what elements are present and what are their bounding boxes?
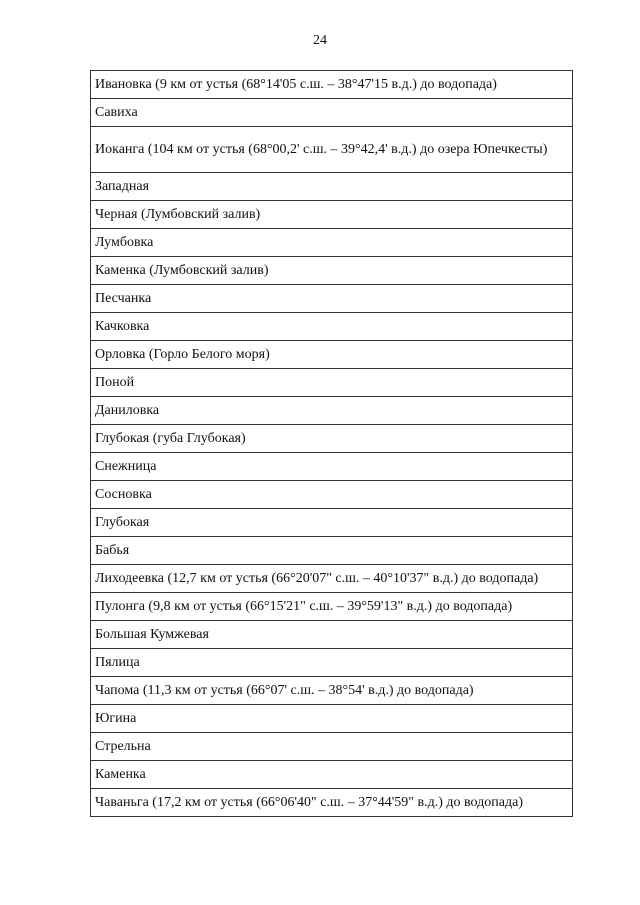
- table-row: [91, 621, 573, 649]
- river-cell: Глубокая (губа Глубокая): [91, 425, 573, 453]
- table-row: [91, 397, 573, 425]
- river-cell: Чаваньга (17,2 км от устья (66°06'40" с.ш. – 37°44'59" в.д.) до водопада): [91, 789, 573, 817]
- river-cell: Стрельна: [91, 733, 573, 761]
- river-cell: Даниловка: [91, 397, 573, 425]
- table-row: [91, 369, 573, 397]
- rivers-table: [90, 70, 573, 817]
- river-cell: Лумбовка: [91, 229, 573, 257]
- river-cell: Каменка: [91, 761, 573, 789]
- table-row: [91, 733, 573, 761]
- table-row: [91, 313, 573, 341]
- river-cell: Бабья: [91, 537, 573, 565]
- table-row: [91, 509, 573, 537]
- river-cell: Сосновка: [91, 481, 573, 509]
- table-row: [91, 677, 573, 705]
- table-row: [91, 341, 573, 369]
- table-row: [91, 229, 573, 257]
- table-row: [91, 99, 573, 127]
- table-row: [91, 425, 573, 453]
- table-row: [91, 789, 573, 817]
- page-number: 24: [313, 33, 327, 48]
- river-cell: Чапома (11,3 км от устья (66°07' с.ш. – 38°54' в.д.) до водопада): [91, 677, 573, 705]
- table-row: [91, 173, 573, 201]
- river-cell: Савиха: [91, 99, 573, 127]
- river-cell: Пялица: [91, 649, 573, 677]
- table-row: [91, 537, 573, 565]
- river-cell: Снежница: [91, 453, 573, 481]
- table-row: [91, 71, 573, 99]
- river-cell: Черная (Лумбовский залив): [91, 201, 573, 229]
- table-row: [91, 649, 573, 677]
- table-row: [91, 565, 573, 593]
- table-row: [91, 761, 573, 789]
- river-cell: Ивановка (9 км от устья (68°14'05 с.ш. – 38°47'15 в.д.) до водопада): [91, 71, 573, 99]
- river-cell: Орловка (Горло Белого моря): [91, 341, 573, 369]
- table-row: [91, 127, 573, 173]
- river-cell: Югина: [91, 705, 573, 733]
- river-cell: Лиходеевка (12,7 км от устья (66°20'07" с.ш. – 40°10'37" в.д.) до водопада): [91, 565, 573, 593]
- river-cell: Глубокая: [91, 509, 573, 537]
- river-cell: Западная: [91, 173, 573, 201]
- table-row: [91, 705, 573, 733]
- table-row: [91, 201, 573, 229]
- table-row: [91, 453, 573, 481]
- river-cell: Большая Кумжевая: [91, 621, 573, 649]
- river-cell: Иоканга (104 км от устья (68°00,2' с.ш. – 39°42,4' в.д.) до озера Юпечкесты): [91, 127, 573, 173]
- river-cell: Качковка: [91, 313, 573, 341]
- table-row: [91, 481, 573, 509]
- river-cell: Каменка (Лумбовский залив): [91, 257, 573, 285]
- river-cell: Песчанка: [91, 285, 573, 313]
- table-row: [91, 285, 573, 313]
- river-cell: Пулонга (9,8 км от устья (66°15'21" с.ш. – 39°59'13" в.д.) до водопада): [91, 593, 573, 621]
- river-cell: Поной: [91, 369, 573, 397]
- table-row: [91, 257, 573, 285]
- table-row: [91, 593, 573, 621]
